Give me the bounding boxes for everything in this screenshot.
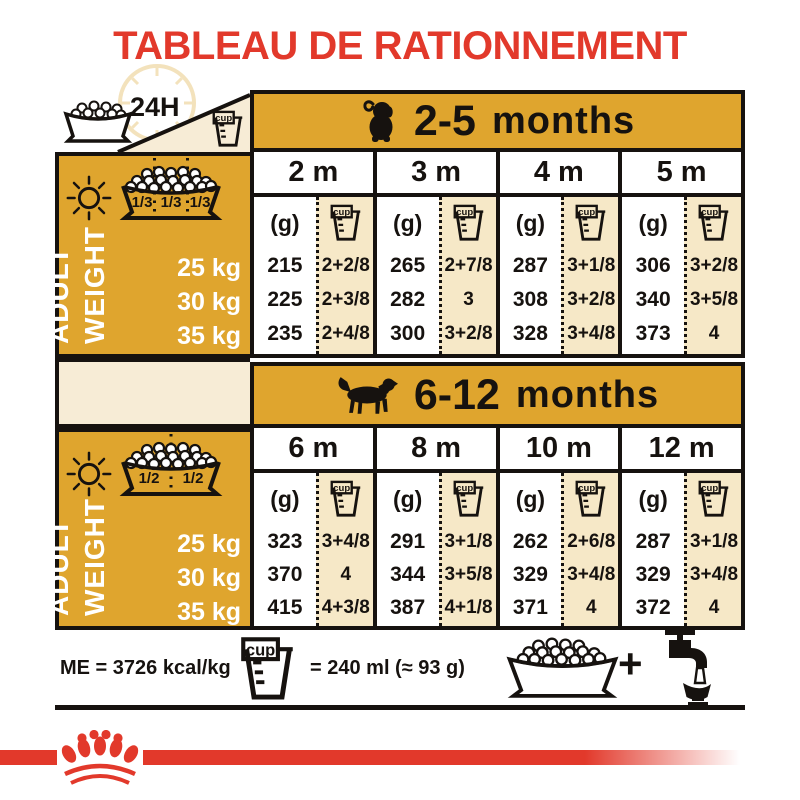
cups-value: 4: [585, 597, 597, 618]
grams-value: 328: [512, 322, 548, 345]
grams-value: 215: [267, 254, 303, 277]
cup-label: cup: [333, 483, 350, 495]
grams-value: 329: [512, 563, 548, 586]
grams-unit-label: (g): [270, 485, 300, 512]
measuring-cup-icon: [574, 204, 608, 242]
grams-value: 306: [635, 254, 671, 277]
month-column: [254, 428, 377, 626]
grams-value: 340: [635, 288, 671, 311]
adult-weight-label: ADULT WEIGHT: [43, 498, 110, 616]
grams-value: 373: [635, 322, 671, 345]
cups-value: 4+1/8: [444, 597, 493, 618]
cups-value: 4: [340, 564, 352, 585]
moon-icon: [217, 174, 247, 210]
weight-label: 35 kg: [177, 322, 241, 350]
month-header: 12 m: [622, 428, 741, 473]
grams-value: 291: [390, 530, 426, 553]
month-header: 6 m: [254, 428, 373, 473]
measuring-cup-icon: [211, 110, 245, 148]
weight-label: 25 kg: [177, 254, 241, 282]
grams-value: 262: [512, 530, 548, 553]
month-column: [500, 152, 623, 354]
measuring-cup-icon: [211, 110, 245, 148]
adult-dog-silhouette-icon: [336, 374, 398, 416]
cups-value: 3: [463, 289, 474, 310]
grams-value: 300: [390, 322, 426, 345]
grams-value: 265: [390, 254, 426, 277]
kibble-bowl-icon: [500, 632, 625, 704]
measuring-cup-icon: [452, 204, 486, 242]
month-header: 5 m: [622, 152, 741, 197]
cups-value: 4+3/8: [321, 597, 370, 618]
age-header-6-12-months: [250, 362, 745, 428]
measuring-cup-icon: [452, 480, 486, 518]
cup-label: cup: [245, 641, 276, 660]
page-title: TABLEAU DE RATIONNEMENT: [113, 24, 687, 68]
bowl-fraction: 1/3: [131, 194, 153, 211]
puppy-silhouette-icon: [360, 99, 398, 143]
month-header: 8 m: [377, 428, 496, 473]
moon-icon: [217, 450, 247, 486]
measuring-cup-icon: [574, 480, 608, 518]
section1-table: [250, 152, 745, 358]
month-column: [500, 428, 623, 626]
grams-value: 225: [267, 288, 303, 311]
weight-label: 35 kg: [177, 598, 241, 626]
royal-canin-crown-logo: [55, 730, 143, 792]
cups-value: 2+3/8: [321, 289, 370, 310]
measuring-cup-icon: [452, 480, 486, 518]
grams-unit-label: (g): [515, 485, 546, 512]
footer-divider: [55, 705, 745, 710]
brand-band-right: [143, 750, 740, 765]
grams-value: 235: [267, 322, 303, 345]
grams-value: 344: [390, 563, 426, 586]
month-column: [622, 152, 741, 354]
cup-label: cup: [701, 483, 719, 495]
weight-rows: [143, 251, 241, 353]
measuring-cup-icon: [329, 204, 363, 242]
section2-left-panel: [43, 428, 250, 630]
cups-value: 2+2/8: [321, 255, 370, 276]
cup-label: cup: [215, 113, 233, 125]
cups-value: 3+5/8: [689, 289, 739, 310]
measuring-cup-icon: [574, 480, 608, 518]
measuring-cup-icon: [238, 636, 298, 702]
month-column: [622, 428, 741, 626]
cups-value: 3+2/8: [689, 255, 739, 276]
cup-label: cup: [701, 207, 719, 219]
cup-label: cup: [333, 207, 350, 219]
cup-label: cup: [455, 207, 473, 219]
cups-value: 3+4/8: [689, 564, 739, 585]
bowl-fraction: 1/3: [189, 194, 211, 211]
month-header: 4 m: [500, 152, 619, 197]
grams-unit-label: (g): [392, 209, 423, 236]
measuring-cup-icon: [697, 480, 731, 518]
grams-value: 282: [390, 288, 426, 311]
cups-value: 2+6/8: [567, 531, 616, 552]
metabolizable-energy-label: ME = 3726 kcal/kg: [60, 657, 231, 679]
cup-equivalence-label: = 240 ml (≈ 93 g): [310, 657, 465, 679]
month-header: 3 m: [377, 152, 496, 197]
grams-value: 415: [267, 596, 303, 619]
measuring-cup-icon: [452, 204, 486, 242]
adult-weight-label: ADULT WEIGHT: [43, 226, 110, 344]
month-header: 2 m: [254, 152, 373, 197]
weight-label: 30 kg: [177, 564, 241, 592]
measuring-cup-icon: [329, 480, 363, 518]
section1-left-panel: [43, 152, 250, 358]
plus-sign: +: [618, 640, 643, 687]
month-column: [377, 428, 500, 626]
cups-value: 3+4/8: [567, 323, 616, 344]
cups-value: 4: [708, 323, 720, 344]
section2-table: [250, 428, 745, 630]
grams-value: 370: [267, 563, 303, 586]
age-range-bold: 6-12: [413, 370, 500, 419]
section-divider: [55, 358, 250, 428]
bowl-fraction: 1/2: [138, 470, 160, 487]
cups-value: 3+1/8: [444, 531, 493, 552]
kibble-bowl-icon: [60, 96, 136, 152]
age-range-rest: months: [515, 373, 660, 416]
cups-value: 3+2/8: [444, 323, 493, 344]
cups-value: 3+2/8: [567, 289, 616, 310]
cups-value: 3+5/8: [444, 564, 493, 585]
grams-value: 287: [635, 530, 671, 553]
weight-label: 30 kg: [177, 288, 241, 316]
measuring-cup-icon: [329, 204, 363, 242]
age-header-2-5-months: [250, 90, 745, 152]
daily-ration-label: 24H: [130, 92, 180, 122]
measuring-cup-icon: [697, 204, 731, 242]
cups-value: 3+4/8: [321, 531, 370, 552]
grams-value: 372: [635, 596, 671, 619]
grams-value: 371: [512, 596, 548, 619]
cups-value: 4: [708, 597, 720, 618]
age-range-bold: 2-5: [413, 96, 476, 145]
grams-unit-label: (g): [638, 485, 668, 512]
grams-unit-label: (g): [515, 209, 546, 236]
month-header: 10 m: [500, 428, 619, 473]
cup-label: cup: [455, 483, 473, 495]
water-tap-icon: [650, 628, 712, 706]
weight-label: 25 kg: [177, 530, 241, 558]
grams-value: 308: [512, 288, 548, 311]
month-column: [254, 152, 377, 354]
cups-value: 2+4/8: [321, 323, 370, 344]
grams-value: 387: [390, 596, 426, 619]
bowl-fraction: 1/2: [182, 470, 204, 487]
measuring-cup-icon: [697, 480, 731, 518]
grams-unit-label: (g): [392, 485, 423, 512]
measuring-cup-icon: [238, 636, 298, 702]
cups-value: 3+4/8: [567, 564, 616, 585]
bowl-fraction: 1/3: [160, 194, 182, 211]
cup-label: cup: [578, 207, 596, 219]
cup-label: cup: [578, 483, 596, 495]
grams-value: 329: [635, 563, 671, 586]
cups-value: 3+1/8: [567, 255, 616, 276]
month-column: [377, 152, 500, 354]
grams-value: 287: [512, 254, 548, 277]
measuring-cup-icon: [574, 204, 608, 242]
measuring-cup-icon: [697, 204, 731, 242]
grams-unit-label: (g): [270, 209, 300, 236]
age-range-rest: months: [491, 99, 636, 142]
grams-value: 323: [267, 530, 303, 553]
brand-band-left: [0, 750, 57, 765]
grams-unit-label: (g): [638, 209, 668, 236]
measuring-cup-icon: [329, 480, 363, 518]
cups-value: 2+7/8: [444, 255, 493, 276]
cups-value: 3+1/8: [689, 531, 739, 552]
weight-rows: [143, 527, 241, 629]
